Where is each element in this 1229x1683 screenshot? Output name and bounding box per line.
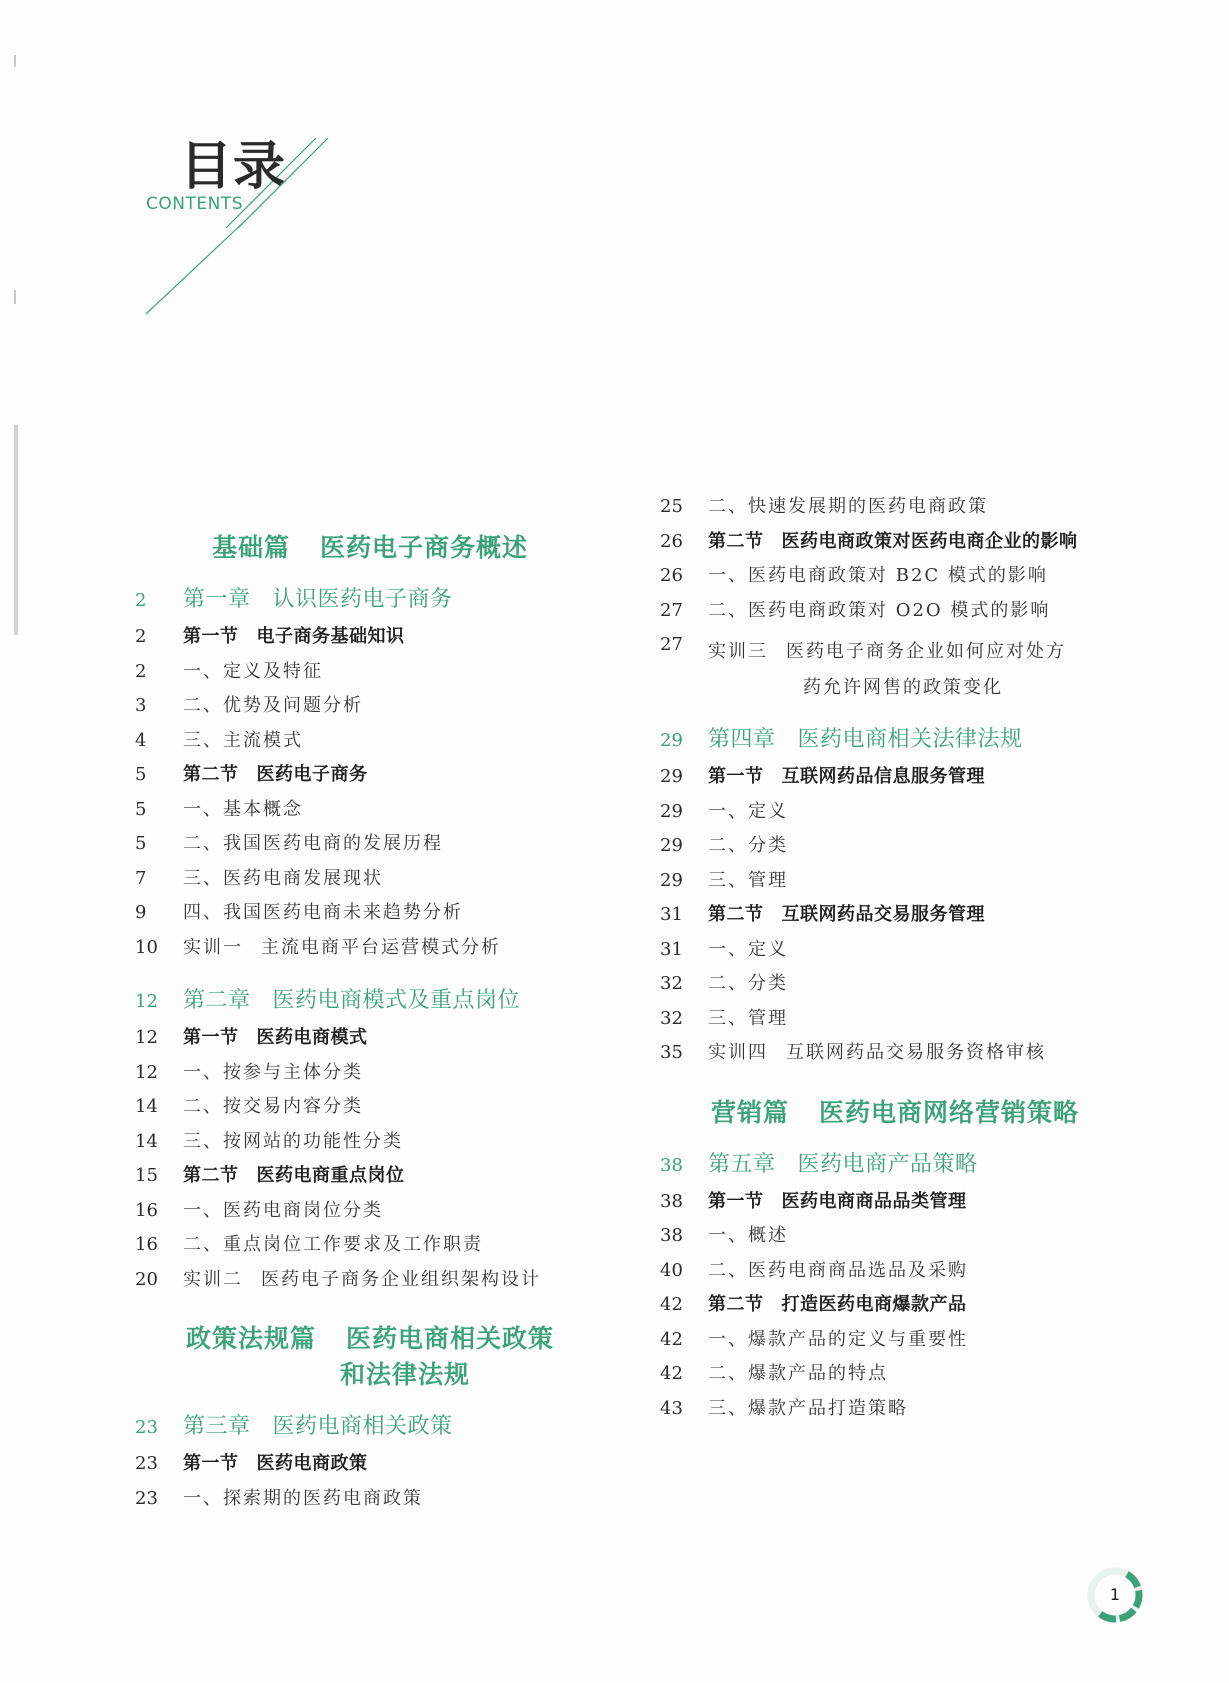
chapter-label: 第三章 [183,1414,251,1439]
chapter-title [708,722,1023,753]
part-heading [660,1095,1130,1131]
toc-entry [135,1058,605,1093]
chapter-name: 医药电商产品策略 [797,1151,978,1177]
entry-label: 三、医药电商发展现状 [183,867,383,889]
toc-entry [135,829,605,864]
entry-name: 互联网药品交易服务资格审核 [786,1042,1046,1063]
scan-mark [14,425,18,635]
page-number: 1 [1109,1585,1121,1604]
entry-name: 医药电商政策对医药电商企业的影响 [781,530,1078,552]
toc-page-number: 31 [660,938,683,960]
toc-entry [135,657,605,692]
toc-page-number: 42 [660,1363,683,1384]
toc-entry [135,1230,605,1265]
entry-title [183,1092,363,1118]
entry-title [183,1196,383,1222]
toc-section [135,622,605,657]
toc-entry [660,1038,1130,1073]
toc-entry [135,1265,605,1300]
entry-title [708,1394,908,1420]
chapter-label: 第五章 [708,1151,776,1177]
toc-entry [660,935,1130,970]
entry-title [183,898,463,924]
part-heading-line [660,1095,1130,1131]
toc-entry [660,831,1130,866]
entry-label: 二、分类 [708,835,788,856]
entry-title [708,1290,967,1316]
toc-entry [135,691,605,726]
toc-title-block [146,138,346,318]
toc-chapter [135,582,605,622]
toc-entry [135,933,605,968]
toc-entry [660,866,1130,901]
entry-title [183,1449,368,1475]
toc-section [660,1187,1130,1222]
toc-page-number: 27 [660,634,683,655]
toc-page-number: 7 [135,867,147,889]
entry-title [183,864,383,890]
entry-title [708,1325,968,1351]
entry-title [183,760,368,786]
toc-entry [660,969,1130,1004]
toc-page-number: 32 [660,1007,683,1029]
entry-name: 医药电商政策 [256,1453,368,1474]
toc-page-number: 2 [135,660,147,682]
toc-page-number: 5 [135,764,147,785]
chapter-title [183,582,453,613]
toc-section [660,762,1130,797]
chapter-label: 第四章 [708,727,776,752]
toc-column-right [660,492,1130,1428]
chapter-name: 医药电商模式及重点岗位 [272,988,521,1013]
entry-title [708,866,788,892]
entry-label: 第一节 [708,1190,764,1212]
entry-name: 医药电子商务 [256,764,368,785]
chapter-name: 认识医药电子商务 [272,587,453,612]
toc-page-number: 25 [660,496,683,517]
toc-entry [135,1196,605,1231]
entry-title [183,691,363,717]
entry-title [183,829,443,855]
entry-title [708,1256,968,1282]
part-heading-line [135,530,605,566]
toc-page-number: 5 [135,833,147,854]
part-heading [135,530,605,566]
chapter-label: 第一章 [183,587,251,612]
toc-page-number: 9 [135,902,147,923]
entry-label: 第二节 [708,904,764,925]
toc-page-number: 29 [660,766,683,787]
entry-label: 第二节 [183,1165,239,1186]
entry-label: 一、基本概念 [183,798,303,820]
entry-title [183,933,501,959]
entry-title [183,1161,405,1187]
entry-title [708,900,985,926]
entry-label: 三、管理 [708,869,788,891]
entry-name: 医药电商模式 [256,1027,368,1048]
toc-page-number: 23 [135,1453,158,1474]
toc-page-number: 26 [660,530,683,552]
chapter-name: 医药电商相关政策 [272,1414,453,1439]
entry-title [708,1004,788,1030]
entry-label: 第一节 [183,1027,239,1048]
toc-entry [660,1221,1130,1256]
toc-entry [660,1256,1130,1291]
toc-page-number: 23 [135,1417,158,1438]
entry-label: 一、定义及特征 [183,660,323,682]
toc-entry [660,1004,1130,1039]
entry-name: 互联网药品信息服务管理 [781,766,985,787]
entry-label: 第二节 [708,530,764,552]
toc-entry [660,1325,1130,1360]
toc-page-number: 38 [660,1225,683,1246]
entry-label: 三、主流模式 [183,729,303,751]
entry-label: 三、管理 [708,1007,788,1029]
toc-section [660,527,1130,562]
entry-title [708,935,788,961]
entry-title [708,492,988,518]
toc-page-number: 14 [135,1130,158,1152]
entry-label: 二、重点岗位工作要求及工作职责 [183,1234,483,1255]
toc-page-number: 43 [660,1397,683,1419]
toc-column-left [135,530,605,1518]
entry-name-continued: 药允许网售的政策变化 [803,677,1003,698]
entry-label: 一、探索期的医药电商政策 [183,1487,423,1509]
chapter-title [708,1147,978,1178]
toc-entry [135,1484,605,1519]
entry-title [708,1038,1046,1064]
toc-entry [660,492,1130,527]
toc-page-number: 29 [660,730,683,751]
toc-entry [135,726,605,761]
entry-label: 二、医药电商政策对 O2O 模式的影响 [708,599,1051,621]
entry-title [183,795,303,821]
toc-page-number: 42 [660,1328,683,1350]
entry-title [708,831,788,857]
toc-entry [660,1359,1130,1394]
toc-chapter [135,1409,605,1449]
toc-page-number: 10 [135,936,158,958]
toc-page-number: 2 [135,626,147,647]
part-label: 政策法规篇 [185,1324,316,1353]
toc-page-number: 38 [660,1190,683,1212]
toc-chapter [135,983,605,1023]
entry-title [183,1023,368,1049]
chapter-title [183,983,520,1014]
entry-label: 二、医药电商商品选品及采购 [708,1259,968,1281]
entry-title [708,797,788,823]
toc-page-number: 16 [135,1199,158,1221]
entry-label: 四、我国医药电商未来趋势分析 [183,902,463,923]
toc-page-number: 4 [135,729,147,751]
part-label: 营销篇 [710,1097,789,1127]
entry-label: 第二节 [183,764,239,785]
toc-entry [660,630,1130,706]
toc-page-number: 29 [660,869,683,891]
toc-page-number: 31 [660,904,683,925]
toc-entry [660,561,1130,596]
toc-page-number: 3 [135,695,147,716]
entry-label: 一、定义 [708,938,788,960]
entry-title [708,1359,888,1385]
scan-mark [14,290,16,304]
toc-entry [135,864,605,899]
toc-page-number: 29 [660,835,683,856]
entry-label: 实训三 [708,641,768,662]
toc-page-number: 29 [660,800,683,822]
entry-label: 第一节 [183,626,239,647]
toc-section [135,1161,605,1196]
entry-name: 主流电商平台运营模式分析 [261,936,501,958]
page-number-badge [1085,1565,1145,1625]
toc-chapter [660,722,1130,762]
toc-page-number: 20 [135,1268,158,1290]
chapter-title [183,1409,453,1440]
toc-entry [135,795,605,830]
part-label: 基础篇 [211,533,290,562]
toc-page-number: 12 [135,1027,158,1048]
toc-entry [135,898,605,933]
entry-title [708,1187,967,1213]
entry-title [183,1230,483,1256]
entry-title [708,1221,788,1247]
entry-label: 一、定义 [708,800,788,822]
entry-name: 互联网药品交易服务管理 [781,904,985,925]
entry-title [183,726,303,752]
entry-name: 打造医药电商爆款产品 [781,1294,967,1315]
entry-title [708,762,985,788]
toc-page-number: 14 [135,1096,158,1117]
page-title: 目录 [180,137,287,197]
part-heading-line [135,1321,605,1357]
entry-label: 一、概述 [708,1225,788,1246]
entry-label: 二、快速发展期的医药电商政策 [708,496,988,517]
part-heading [135,1321,605,1393]
toc-page-number: 12 [135,1061,158,1083]
entry-name: 电子商务基础知识 [256,626,405,647]
toc-page-number: 35 [660,1042,683,1063]
toc-page-number: 5 [135,798,147,820]
toc-section [135,760,605,795]
toc-entry [660,596,1130,631]
toc-page-number: 23 [135,1487,158,1509]
entry-name: 医药电子商务企业组织架构设计 [261,1268,541,1290]
toc-entry [660,1394,1130,1429]
entry-label: 二、爆款产品的特点 [708,1363,888,1384]
toc-page-number: 16 [135,1234,158,1255]
entry-title [183,1265,541,1291]
toc-page-number: 15 [135,1165,158,1186]
entry-label: 二、按交易内容分类 [183,1096,363,1117]
entry-label: 二、分类 [708,973,788,994]
entry-label: 实训二 [183,1268,243,1290]
toc-section [660,1290,1130,1325]
toc-section [660,900,1130,935]
toc-entry [660,797,1130,832]
entry-title [708,634,1066,706]
toc-page-number: 40 [660,1259,683,1281]
entry-label: 一、医药电商政策对 B2C 模式的影响 [708,565,1048,586]
entry-title [183,657,323,683]
toc-page-number: 12 [135,991,158,1012]
entry-title [183,1058,363,1084]
entry-title [183,1127,403,1153]
toc-page-number: 38 [660,1154,683,1176]
toc-page-number: 32 [660,973,683,994]
entry-label: 三、按网站的功能性分类 [183,1130,403,1152]
chapter-name: 医药电商相关法律法规 [797,727,1023,752]
entry-name: 医药电子商务企业如何应对处方 [786,641,1066,662]
toc-page-number: 27 [660,599,683,621]
scan-mark [14,55,16,67]
entry-title [708,969,788,995]
entry-label: 第二节 [708,1294,764,1315]
entry-label: 实训四 [708,1042,768,1063]
entry-label: 一、医药电商岗位分类 [183,1199,383,1221]
entry-title [708,561,1048,587]
entry-label: 一、爆款产品的定义与重要性 [708,1328,968,1350]
part-title: 和法律法规 [339,1360,470,1389]
toc-entry [135,1092,605,1127]
entry-label: 第一节 [708,766,764,787]
entry-label: 一、按参与主体分类 [183,1061,363,1083]
entry-title [183,1484,423,1510]
entry-label: 实训一 [183,936,243,958]
toc-page-number: 26 [660,565,683,586]
entry-label: 第一节 [183,1453,239,1474]
page-subtitle: CONTENTS [146,194,243,214]
part-title: 医药电商网络营销策略 [819,1097,1080,1127]
toc-page-number: 42 [660,1294,683,1315]
chapter-label: 第二章 [183,988,251,1013]
part-title: 医药电子商务概述 [320,533,529,562]
entry-title [708,596,1050,622]
entry-name: 医药电商重点岗位 [256,1165,405,1186]
part-title: 医药电商相关政策 [346,1324,555,1353]
toc-chapter [660,1147,1130,1187]
toc-entry [135,1127,605,1162]
entry-label: 二、我国医药电商的发展历程 [183,833,443,854]
toc-section [135,1449,605,1484]
entry-label: 二、优势及问题分析 [183,695,363,716]
entry-label: 三、爆款产品打造策略 [708,1397,908,1419]
entry-title [708,527,1078,553]
entry-name: 医药电商商品品类管理 [781,1190,967,1212]
part-heading-line [135,1357,605,1393]
entry-title [183,622,405,648]
toc-section [135,1023,605,1058]
toc-page-number: 2 [135,590,147,611]
